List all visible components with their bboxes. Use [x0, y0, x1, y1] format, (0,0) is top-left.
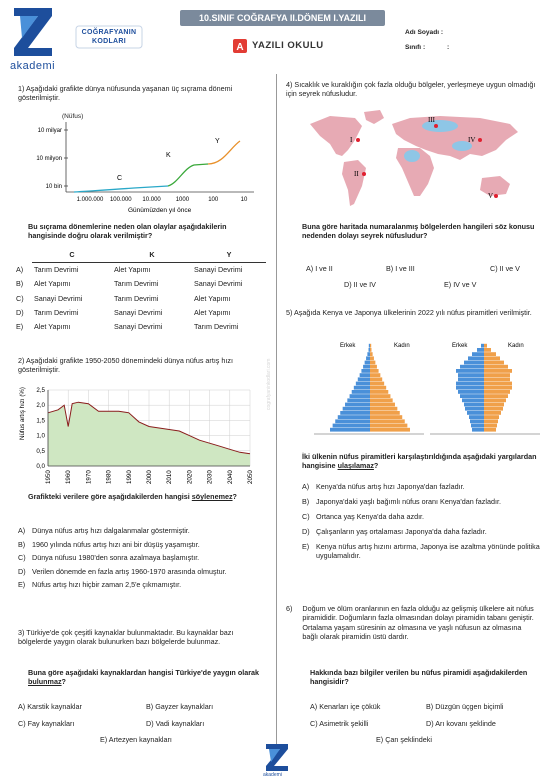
pyramid-bar-male	[354, 386, 370, 390]
pyramid-bar-female	[484, 390, 510, 394]
q2-option-e[interactable]: E) Nüfus artış hızı hiçbir zaman 2,5'e çıkmamıştır.	[18, 580, 182, 590]
pyramid-bar-male	[456, 369, 484, 373]
q1-option-cell: Sanayi Devrimi	[194, 265, 243, 275]
q1-ytick-label: 10 milyar	[37, 128, 62, 134]
q2-xtick-label: 1970	[85, 470, 93, 484]
q4-world-map	[300, 106, 530, 216]
q2-stem	[18, 356, 262, 375]
q2-number: 2)	[18, 356, 25, 365]
q1-population-chart	[18, 108, 264, 216]
pyramid-bar-female	[370, 348, 371, 352]
q6-option-c[interactable]: C) Asimetrik şekilli	[310, 719, 369, 728]
pyramid-bar-male	[363, 365, 370, 369]
japan-female-label: Kadın	[508, 343, 524, 349]
name-label: Adı Soyadı :	[405, 29, 444, 36]
pyramid-bar-female	[370, 394, 390, 398]
q5-option-b[interactable]: B) Japonya'daki yaşlı bağımlı nüfus oranı Kenya'dan fazladır.	[302, 496, 501, 506]
q2-ytick-label: 1,5	[36, 417, 45, 425]
q6-option-d[interactable]: D) Arı kovanı şeklinde	[426, 719, 496, 728]
pyramid-bar-female	[484, 344, 487, 348]
q1-header-row	[14, 248, 266, 262]
q1-text: Aşağıdaki grafikte dünya nüfusunda yaşanan üç sıçrama dönemi gösterilmiştir.	[18, 84, 233, 103]
pyramid-bar-female	[370, 415, 402, 419]
q2-ytick-label: 0,5	[36, 447, 45, 455]
q6-option-a[interactable]: A) Kenarları içe çökük	[310, 702, 381, 711]
pyramid-bar-female	[370, 377, 382, 381]
q1-series-c	[74, 186, 168, 192]
q1-option-a[interactable]	[14, 262, 266, 276]
exam-title: 10.SINIF COĞRAFYA II.DÖNEM I.YAZILI	[180, 10, 385, 26]
q1-xtick-label: 100.000	[109, 197, 132, 203]
kenya-male-label: Erkek	[340, 343, 356, 349]
column-divider	[276, 74, 277, 759]
pyramid-bar-male	[456, 382, 484, 386]
q3-number: 3)	[18, 628, 25, 637]
pyramid-bar-male	[462, 398, 484, 402]
q4-option-c[interactable]: C) II ve V	[490, 264, 520, 273]
q4-number: 4)	[286, 80, 293, 89]
q1-option-cell: Tarım Devrimi	[34, 308, 79, 318]
q4-text: Sıcaklık ve kuraklığın çok fazla olduğu bölgeler, yerleşmeye uygun olmadığı için seyrek nüfusludur.	[286, 80, 536, 99]
pyramid-bar-female	[370, 424, 407, 428]
pyramid-bar-female	[370, 361, 375, 365]
q2-option-c[interactable]: C) Dünya nüfusu 1980'den sonra azalmaya başlamıştır.	[18, 553, 200, 563]
pyramid-bar-female	[370, 365, 377, 369]
q2-xtick-label: 2020	[186, 470, 194, 484]
pyramid-bar-male	[464, 403, 484, 407]
q5-options	[302, 482, 546, 566]
q1-col-y: Y	[192, 248, 266, 262]
q1-option-c[interactable]	[14, 291, 266, 305]
q1-option-cell: B)	[16, 279, 24, 289]
pyramid-bar-male	[465, 407, 484, 411]
pyramid-bar-male	[481, 344, 484, 348]
q2-xtick-label: 2030	[206, 470, 214, 484]
pyramid-bar-female	[370, 398, 393, 402]
q1-option-cell: A)	[16, 264, 24, 274]
q1-series-k	[168, 164, 208, 186]
q6-option-b[interactable]: B) Düzgün üçgen biçimli	[426, 702, 504, 711]
pyramid-bar-female	[370, 373, 380, 377]
pyramid-bar-male	[468, 356, 484, 360]
pyramid-bar-male	[367, 352, 370, 356]
q2-xtick-label: 2050	[247, 470, 254, 484]
pyramid-bar-male	[338, 415, 370, 419]
pyramid-bar-female	[370, 369, 379, 373]
pyramid-bar-female	[370, 419, 405, 423]
pyramid-bar-male	[456, 386, 484, 390]
map-label-i: I	[350, 136, 353, 144]
pyramid-bar-female	[484, 352, 496, 356]
pyramid-bar-male	[369, 344, 370, 348]
q1-option-cell: Tarım Devrimi	[34, 265, 79, 275]
pyramid-bar-female	[370, 428, 410, 432]
japan-pyramid	[456, 344, 512, 432]
q2-ytick-label: 2,5	[36, 387, 45, 394]
pyramid-bar-male	[350, 394, 370, 398]
q4-option-e[interactable]: E) IV ve V	[444, 280, 477, 289]
q1-ytick-label: 10 bin	[45, 184, 62, 190]
q2-ylabel: Nüfus artış hızı (%)	[19, 387, 26, 440]
q1-xtick-label: 10.000	[142, 197, 161, 203]
q1-option-cell: Sanayi Devrimi	[114, 308, 163, 318]
pyramid-bar-male	[358, 377, 370, 381]
pyramid-bar-male	[333, 424, 370, 428]
q1-label-k: K	[166, 152, 171, 159]
q4-stem	[286, 80, 542, 99]
pyramid-bar-male	[369, 348, 370, 352]
q2-options	[18, 526, 264, 594]
badge-line2: KODLARI	[92, 38, 126, 45]
q3-stem	[18, 628, 262, 647]
pyramid-bar-female	[484, 424, 497, 428]
pyramid-bar-female	[484, 377, 510, 381]
pyramid-bar-female	[370, 352, 373, 356]
q1-xtick-label: 10	[240, 197, 248, 203]
pyramid-bar-female	[484, 398, 506, 402]
kenya-pyramid	[330, 344, 410, 432]
svg-text:A: A	[236, 42, 244, 53]
side-url: cografyaninkodlari.com	[266, 358, 272, 410]
q1-xtick-label: 100	[208, 197, 219, 203]
exam-pencil-icon	[232, 38, 248, 54]
q1-option-cell: Sanayi Devrimi	[194, 279, 243, 289]
pyramid-bar-male	[458, 390, 484, 394]
pyramid-bar-female	[484, 356, 500, 360]
akademi-logo-icon	[12, 6, 54, 58]
q5-pyramids	[312, 338, 542, 444]
q1-xtick-label: 1000	[175, 197, 190, 203]
pyramid-bar-male	[477, 348, 484, 352]
pyramid-bar-female	[484, 415, 499, 419]
pyramid-bar-female	[370, 344, 371, 348]
pyramid-bar-male	[458, 377, 484, 381]
pyramid-bar-male	[472, 352, 484, 356]
q1-number: 1)	[18, 84, 25, 93]
q5-option-d[interactable]: D) Çalışanların yaş ortalaması Japonya'da daha fazladır.	[302, 526, 487, 536]
q2-ytick-label: 0,0	[36, 463, 45, 470]
pyramid-bar-female	[484, 407, 503, 411]
logo-text: akademi	[10, 60, 56, 72]
pyramid-bar-female	[484, 382, 512, 386]
q1-option-cell: Tarım Devrimi	[114, 279, 159, 289]
q3-option-e[interactable]: E) Artezyen kaynakları	[100, 735, 172, 744]
pyramid-bar-male	[345, 403, 370, 407]
japan-male-label: Erkek	[452, 343, 468, 349]
q2-xtick-label: 2010	[166, 470, 174, 484]
q2-xtick-label: 1950	[45, 470, 52, 484]
q2-option-a[interactable]: A) Dünya nüfus artış hızı dalgalanmalar göstermiştir.	[18, 526, 190, 535]
q1-ylabel: (Nüfus)	[62, 113, 84, 120]
pyramid-bar-female	[370, 386, 386, 390]
q1-option-cell: Sanayi Devrimi	[34, 293, 83, 303]
pyramid-bar-female	[484, 361, 504, 365]
q1-option-cell: Alet Yapımı	[114, 265, 151, 275]
pyramid-bar-male	[330, 428, 370, 432]
q6-text: Doğum ve ölüm oranlarının en fazla olduğu az gelişmiş ülkelere ait nüfus piramididir. Doğumların fazla olmasından dolayı piramidin tabanı geniştir. Ortalama yaşam süresinin az olmasına ve yaşlı nüfusun az olmasına bağlı olarak piramidin üstü dardır.	[302, 604, 534, 642]
pyramid-bar-male	[471, 424, 484, 428]
q1-option-cell: Alet Yapımı	[194, 293, 231, 303]
q2-text: Aşağıdaki grafikte 1950-2050 dönemindeki dünya nüfus artış hızı gösterilmiştir.	[18, 356, 233, 375]
class-colon: :	[447, 44, 450, 51]
class-label: Sınıfı :	[405, 44, 426, 51]
q2-prompt: Grafikteki verilere göre aşağıdakilerden hangisi söylenemez?	[28, 492, 237, 501]
q1-label-c: C	[117, 175, 123, 182]
footer-logo-text: akademi	[263, 772, 282, 778]
q2-xtick-label: 1960	[65, 470, 73, 484]
pyramid-bar-female	[370, 407, 397, 411]
badge-line1: COĞRAFYANIN	[81, 29, 137, 36]
q6-option-e[interactable]: E) Çan şeklindeki	[376, 735, 432, 744]
q1-option-e[interactable]	[14, 320, 266, 334]
pyramid-bar-male	[335, 419, 370, 423]
q1-col-c: C	[32, 248, 112, 262]
pyramid-bar-female	[370, 411, 400, 415]
q1-answer-table	[14, 248, 266, 334]
pyramid-bar-male	[360, 373, 370, 377]
q6-prompt: Hakkında bazı bilgiler verilen bu nüfus piramidi aşağıdakilerden hangisidir?	[310, 668, 528, 687]
pyramid-bar-female	[370, 356, 374, 360]
q6-number: 6)	[286, 604, 293, 613]
q1-option-cell: Alet Yapımı	[194, 308, 231, 318]
pyramid-bar-female	[484, 369, 512, 373]
kenya-female-label: Kadın	[394, 343, 410, 349]
pyramid-bar-male	[472, 428, 484, 432]
pyramid-bar-female	[370, 390, 388, 394]
pyramid-bar-male	[460, 394, 484, 398]
q1-option-cell: Sanayi Devrimi	[114, 322, 163, 332]
q2-growth-chart	[18, 384, 258, 486]
pyramid-bar-male	[366, 356, 370, 360]
q3-option-a[interactable]: A) Karstik kaynaklar	[18, 702, 82, 711]
q1-option-b[interactable]	[14, 277, 266, 291]
q3-option-b[interactable]: B) Gayzer kaynakları	[146, 702, 214, 711]
q4-option-a[interactable]: A) I ve II	[306, 264, 333, 273]
pyramid-bar-female	[484, 411, 501, 415]
map-label-iii: III	[428, 116, 435, 124]
q1-option-cell: D)	[16, 308, 24, 318]
pyramid-bar-female	[370, 403, 395, 407]
q1-xlabel: Günümüzden yıl önce	[128, 207, 192, 214]
pyramid-bar-male	[464, 361, 484, 365]
pyramid-bar-male	[469, 415, 484, 419]
map-label-ii: II	[354, 170, 359, 178]
q5-text: Aşağıda Kenya ve Japonya ülkelerinin 2022 yılı nüfus piramitleri verilmiştir.	[294, 308, 532, 317]
exam-label-box	[232, 38, 340, 54]
q2-option-b[interactable]: B) 1960 yılında nüfus artış hızı ani bir düşüş yaşamıştır.	[18, 539, 200, 549]
q1-prompt: Bu sıçrama dönemlerine neden olan olaylar aşağıdakilerin hangisinde doğru olarak verilmiştir?	[28, 222, 227, 241]
q2-xtick-label: 2000	[146, 470, 153, 484]
q1-option-cell: C)	[16, 293, 24, 303]
pyramid-bar-female	[484, 365, 508, 369]
q2-xtick-label: 2040	[226, 470, 234, 484]
q3-option-c[interactable]: C) Fay kaynakları	[18, 719, 75, 728]
map-label-v: V	[488, 192, 494, 200]
q1-option-cell: Alet Yapımı	[34, 279, 71, 289]
pyramid-bar-male	[356, 382, 370, 386]
pyramid-bar-male	[352, 390, 370, 394]
q1-label-y: Y	[215, 138, 220, 145]
q3-text: Türkiye'de çok çeşitli kaynaklar bulunmaktadır. Bu kaynaklar bazı bölgelerde yaygın olarak bulunurken bazı bölgelerde bulunmaz.	[18, 628, 234, 647]
q1-col-k: K	[112, 248, 192, 262]
q4-option-b[interactable]: B) I ve III	[386, 264, 415, 273]
pyramid-bar-male	[467, 411, 484, 415]
q3-option-d[interactable]: D) Vadi kaynakları	[146, 719, 205, 728]
q1-option-cell: E)	[16, 322, 24, 332]
exam-label: YAZILI OKULU	[252, 40, 324, 51]
pyramid-bar-male	[470, 419, 484, 423]
q2-xtick-label: 1990	[125, 470, 133, 484]
q4-prompt: Buna göre haritada numaralanmış bölgelerden hangileri söz konusu nedenden dolayı seyrek nüfusludur?	[302, 222, 535, 241]
pyramid-bar-female	[484, 428, 496, 432]
q5-option-a[interactable]: A) Kenya'da nüfus artış hızı Japonya'dan fazladır.	[302, 482, 465, 491]
pyramid-bar-male	[365, 361, 370, 365]
pyramid-bar-female	[484, 373, 510, 377]
pyramid-bar-female	[484, 394, 508, 398]
q6-stem	[286, 604, 542, 641]
map-region-sahara	[404, 150, 420, 162]
q1-option-cell: Tarım Devrimi	[194, 322, 239, 332]
map-label-iv: IV	[468, 136, 476, 144]
q4-option-d[interactable]: D) II ve IV	[344, 280, 376, 289]
pyramid-bar-female	[484, 419, 498, 423]
q2-option-d[interactable]: D) Verilen dönemde en fazla artış 1960-1970 arasında olmuştur.	[18, 566, 227, 576]
pyramid-bar-male	[361, 369, 370, 373]
q1-option-d[interactable]	[14, 306, 266, 320]
pyramid-bar-male	[347, 398, 370, 402]
q1-ytick-label: 10 milyon	[36, 156, 62, 162]
q1-xtick-label: 1.000.000	[76, 197, 104, 203]
pyramid-bar-male	[460, 365, 484, 369]
q5-option-e[interactable]: E) Kenya nüfus artış hızını artırma, Japonya ise azaltma yönünde politika uygulamalıdır.	[302, 541, 540, 561]
pyramid-bar-female	[484, 348, 491, 352]
q1-series-y	[208, 141, 240, 164]
q5-number: 5)	[286, 308, 293, 317]
q5-prompt: İki ülkenin nüfus piramitleri karşılaştırıldığında aşağıdaki yargılardan hangisine ulaşılamaz?	[302, 452, 537, 471]
q2-ytick-label: 1,0	[36, 432, 45, 440]
pyramid-bar-female	[370, 382, 384, 386]
pyramid-bar-female	[484, 386, 512, 390]
q1-option-cell: Alet Yapımı	[34, 322, 71, 332]
q5-stem	[286, 308, 542, 317]
q3-prompt: Buna göre aşağıdaki kaynaklardan hangisi Türkiye'de yaygın olarak bulunmaz?	[28, 668, 260, 687]
q5-option-c[interactable]: C) Ortanca yaş Kenya'da daha azdır.	[302, 511, 425, 521]
q2-xtick-label: 1980	[105, 470, 113, 484]
q2-ytick-label: 2,0	[36, 402, 45, 410]
pyramid-bar-female	[484, 403, 504, 407]
pyramid-bar-male	[340, 411, 370, 415]
q1-option-cell: Tarım Devrimi	[114, 293, 159, 303]
q1-stem	[18, 84, 262, 103]
pyramid-bar-male	[343, 407, 370, 411]
pyramid-bar-male	[458, 373, 484, 377]
